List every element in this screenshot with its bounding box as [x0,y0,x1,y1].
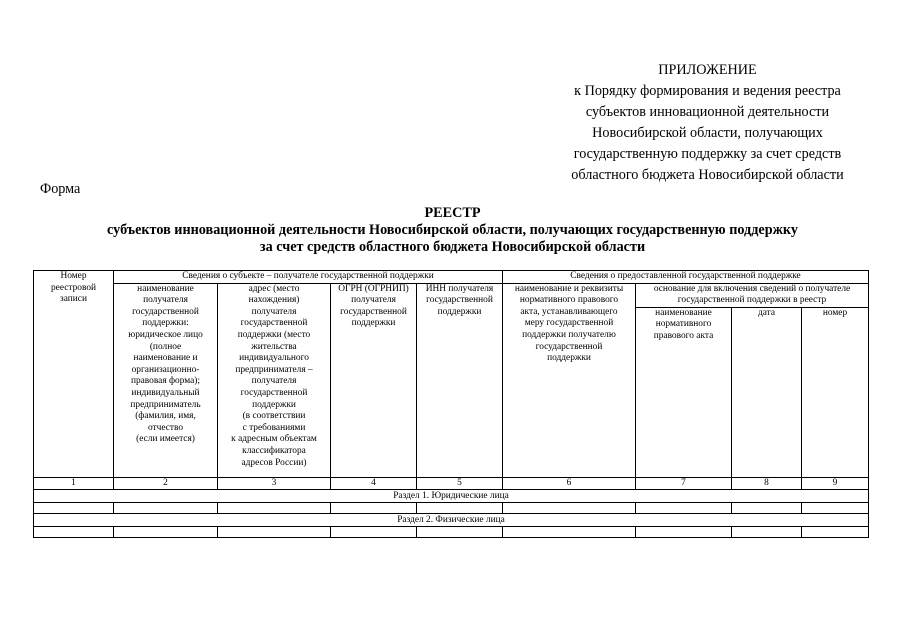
empty-cell [331,526,417,537]
header-basis-date: дата [732,307,802,477]
appendix-line: к Порядку формирования и ведения реестра [574,83,841,99]
appendix-line: субъектов инновационной деятельности [585,104,830,120]
header-row-1 [34,271,869,284]
document-title [40,205,865,256]
form-label: Форма [40,181,81,197]
section-legal-entities: Раздел 1. Юридические лица [34,489,869,502]
column-number: 8 [732,477,802,489]
empty-cell [732,502,802,513]
empty-cell [417,526,503,537]
header-recipient-address: адрес (место нахождения) получателя государственной поддержки (место жительства индивидуального предпринимателя – получателя государственной поддержки (в соответствии с требованиями к адресным объектам классификатора адресов России) [218,283,331,477]
column-number: 5 [417,477,503,489]
header-basis-number: номер [802,307,869,477]
appendix-header [545,60,870,186]
empty-cell [636,526,732,537]
title-line: субъектов инновационной деятельности Новосибирской области, получающих государственную поддержку [107,222,798,238]
header-row-2 [34,283,869,307]
title-line: за счет средств областного бюджета Новосибирской области [259,239,646,255]
empty-cell [417,502,503,513]
registry-table [33,270,869,538]
empty-cell [503,502,636,513]
column-number: 7 [636,477,732,489]
registry-table-wrapper [33,270,869,538]
header-registry-number: Номер реестровой записи [34,271,114,478]
column-number: 2 [114,477,218,489]
table-row [34,526,869,537]
header-group-basis: основание для включения сведений о получателе государственной поддержки в реестр [636,283,869,307]
column-number: 3 [218,477,331,489]
section-individuals: Раздел 2. Физические лица [34,513,869,526]
appendix-title: ПРИЛОЖЕНИЕ [658,62,757,78]
column-number: 9 [802,477,869,489]
empty-cell [802,526,869,537]
appendix-line: государственную поддержку за счет средств [573,146,842,162]
empty-cell [802,502,869,513]
header-inn: ИНН получателя государственной поддержки [417,283,503,477]
column-number: 1 [34,477,114,489]
header-legal-act: наименование и реквизиты нормативного правового акта, устанавливающего меру государственной поддержки получателю государственной поддержки [503,283,636,477]
header-ogrn: ОГРН (ОГРНИП) получателя государственной поддержки [331,283,417,477]
table-row [34,502,869,513]
appendix-line: областного бюджета Новосибирской области [571,167,844,183]
title-registry: РЕЕСТР [424,205,481,221]
empty-cell [636,502,732,513]
empty-cell [503,526,636,537]
empty-cell [114,502,218,513]
empty-cell [218,502,331,513]
header-basis-act-name: наименование нормативного правового акта [636,307,732,477]
appendix-line: Новосибирской области, получающих [592,125,823,141]
empty-cell [34,526,114,537]
column-number: 4 [331,477,417,489]
column-numbers-row [34,477,869,489]
empty-cell [218,526,331,537]
section-row [34,489,869,502]
empty-cell [34,502,114,513]
header-group-support: Сведения о предоставленной государственной поддержке [503,271,869,284]
header-group-subject: Сведения о субъекте – получателе государственной поддержки [114,271,503,284]
empty-cell [114,526,218,537]
empty-cell [331,502,417,513]
header-recipient-name: наименование получателя государственной поддержки: юридическое лицо (полное наименование и организационно- правовая форма); индивидуальный предприниматель (фамилия, имя, отчество (если имеется) [114,283,218,477]
empty-cell [732,526,802,537]
section-row [34,513,869,526]
column-number: 6 [503,477,636,489]
